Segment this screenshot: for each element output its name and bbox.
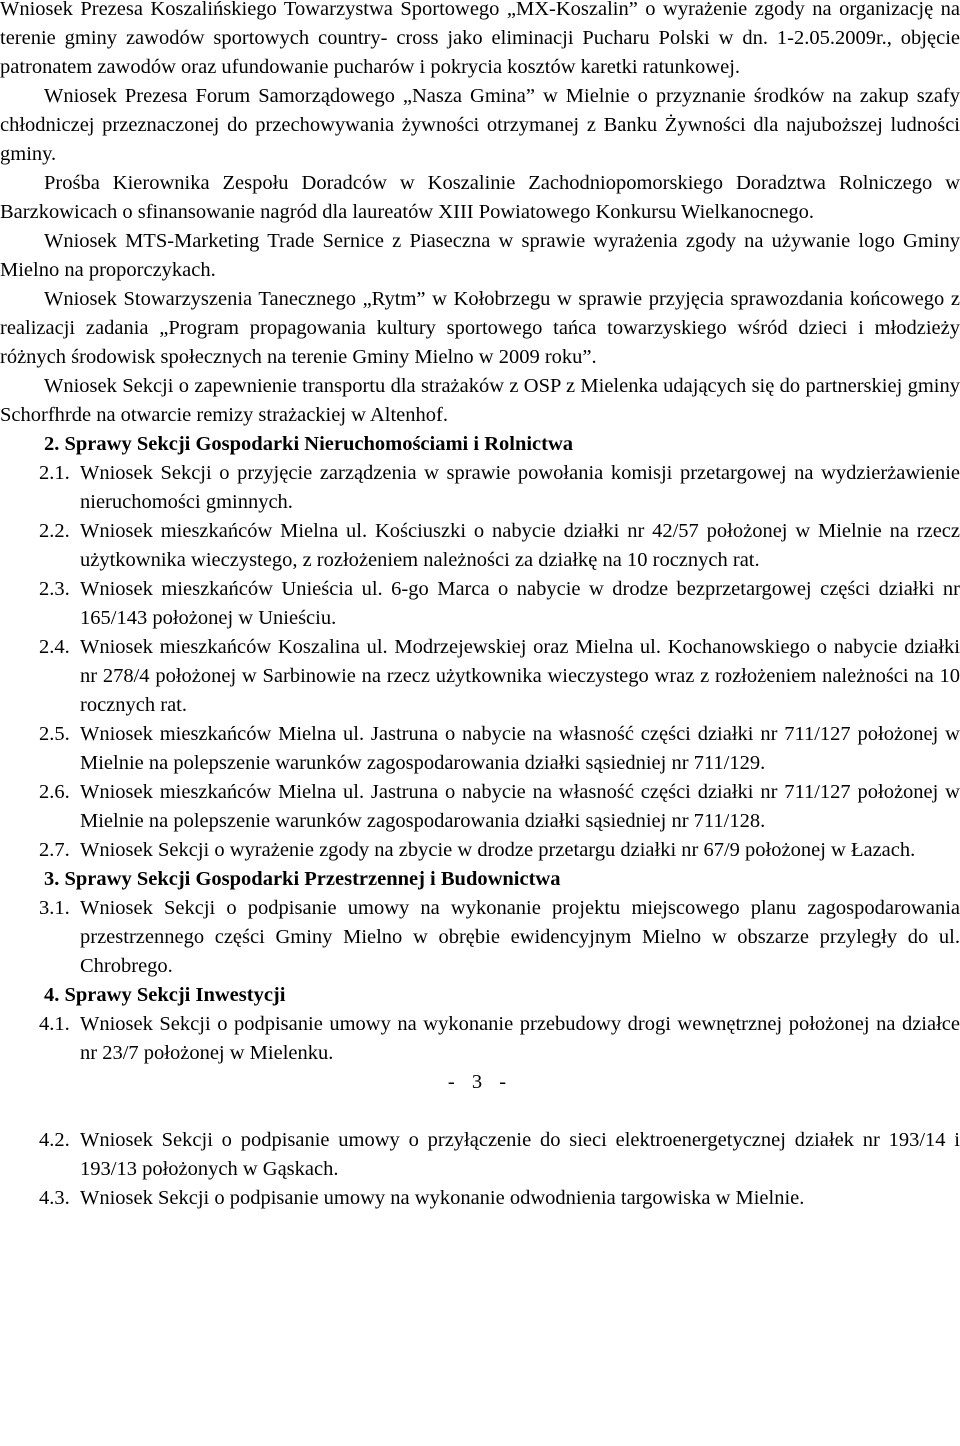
item-number: 2.6. xyxy=(39,781,70,803)
item-number: 4.3. xyxy=(39,1187,70,1209)
item-number: 2.5. xyxy=(39,723,70,745)
item-text: Wniosek Sekcji o podpisanie umowy o przyłączenie do sieci elektroenergetycznej działek nr 193/14 i 193/13 położonych w Gąskach. xyxy=(80,1129,960,1180)
item-text: Wniosek Sekcji o podpisanie umowy na wykonanie odwodnienia targowiska w Mielnie. xyxy=(80,1187,805,1209)
intro-paragraph-4: Wniosek MTS-Marketing Trade Sernice z Piaseczna w sprawie wyrażenia zgody na używanie logo Gminy Mielno na proporczykach. xyxy=(0,230,960,281)
section-3-heading: 3. Sprawy Sekcji Gospodarki Przestrzennej i Budownictwa xyxy=(44,868,561,890)
item-text: Wniosek mieszkańców Unieścia ul. 6-go Marca o nabycie w drodze bezprzetargowej części działki nr 165/143 położonej w Unieściu. xyxy=(80,578,960,629)
item-number: 4.2. xyxy=(39,1129,70,1151)
intro-paragraph-2: Wniosek Prezesa Forum Samorządowego „Nasza Gmina” w Mielnie o przyznanie środków na zakup szafy chłodniczej przeznaczonej do przechowywania żywności otrzymanej z Banku Żywności dla najuboższej ludności gminy. xyxy=(0,85,960,165)
item-number: 2.2. xyxy=(39,520,70,542)
item-number: 2.7. xyxy=(39,839,70,861)
section-2-heading: 2. Sprawy Sekcji Gospodarki Nieruchomościami i Rolnictwa xyxy=(44,433,574,455)
item-number: 2.4. xyxy=(39,636,70,658)
list-item xyxy=(0,1184,960,1213)
item-text: Wniosek mieszkańców Koszalina ul. Modrzejewskiej oraz Mielna ul. Kochanowskiego o nabycie działki nr 278/4 położonej w Sarbinowie na rzecz użytkownika wieczystego wraz z rozłożeniem należności na 10 rocznych rat. xyxy=(80,636,960,716)
item-text: Wniosek Sekcji o podpisanie umowy na wykonanie projektu miejscowego planu zagospodarowania przestrzennego części Gminy Mielno w obrębie ewidencyjnym Mielno w obszarze przyległy do ul. Chrobrego. xyxy=(80,897,960,977)
intro-paragraph-5: Wniosek Stowarzyszenia Tanecznego „Rytm” w Kołobrzegu w sprawie przyjęcia sprawozdania końcowego z realizacji zadania „Program propagowania kultury sportowego tańca towarzyskiego wśród dzieci i młodzieży różnych środowisk społecznych na terenie Gminy Mielno w 2009 roku”. xyxy=(0,288,960,368)
list-item xyxy=(0,1010,960,1068)
item-text: Wniosek mieszkańców Mielna ul. Jastruna o nabycie na własność części działki nr 711/127 położonej w Mielnie na polepszenie warunków zagospodarowania działki sąsiedniej nr 711/128. xyxy=(80,781,960,832)
list-item xyxy=(0,1126,960,1184)
item-text: Wniosek Sekcji o podpisanie umowy na wykonanie przebudowy drogi wewnętrznej położonej na działce nr 23/7 położonej w Mielenku. xyxy=(80,1013,960,1064)
list-item xyxy=(0,778,960,836)
page-break-gap xyxy=(0,1097,960,1126)
item-number: 2.1. xyxy=(39,462,70,484)
intro-paragraph-1: Wniosek Prezesa Koszalińskiego Towarzystwa Sportowego „MX-Koszalin” o wyrażenie zgody na organizację na terenie gminy zawodów sportowych country- cross jako eliminacji Pucharu Polski w dn. 1-2.05.2009r., objęcie patronatem zawodów oraz ufundowanie pucharów i pokrycia kosztów karetki ratunkowej. xyxy=(0,0,960,78)
list-item xyxy=(0,517,960,575)
item-text: Wniosek Sekcji o przyjęcie zarządzenia w sprawie powołania komisji przetargowej na wydzierżawienie nieruchomości gminnych. xyxy=(80,462,960,513)
list-item xyxy=(0,894,960,981)
list-item xyxy=(0,836,960,865)
item-text: Wniosek mieszkańców Mielna ul. Jastruna o nabycie na własność części działki nr 711/127 położonej w Mielnie na polepszenie warunków zagospodarowania działki sąsiedniej nr 711/129. xyxy=(80,723,960,774)
list-item xyxy=(0,633,960,720)
intro-paragraph-3: Prośba Kierownika Zespołu Doradców w Koszalinie Zachodniopomorskiego Doradztwa Rolniczego w Barzkowicach o sfinansowanie nagród dla laureatów XIII Powiatowego Konkursu Wielkanocnego. xyxy=(0,172,960,223)
item-number: 2.3. xyxy=(39,578,70,600)
item-number: 3.1. xyxy=(39,897,70,919)
intro-paragraph-6: Wniosek Sekcji o zapewnienie transportu dla strażaków z OSP z Mielenka udających się do partnerskiej gminy Schorfhrde na otwarcie remizy strażackiej w Altenhof. xyxy=(0,375,960,426)
page-number: - 3 - xyxy=(447,1071,513,1093)
section-4-heading: 4. Sprawy Sekcji Inwestycji xyxy=(44,984,286,1006)
item-number: 4.1. xyxy=(39,1013,70,1035)
item-text: Wniosek Sekcji o wyrażenie zgody na zbycie w drodze przetargu działki nr 67/9 położonej w Łazach. xyxy=(80,839,916,861)
list-item xyxy=(0,575,960,633)
list-item xyxy=(0,459,960,517)
item-text: Wniosek mieszkańców Mielna ul. Kościuszki o nabycie działki nr 42/57 położonej w Mielnie na rzecz użytkownika wieczystego, z rozłożeniem należności za działkę na 10 rocznych rat. xyxy=(80,520,960,571)
list-item xyxy=(0,720,960,778)
